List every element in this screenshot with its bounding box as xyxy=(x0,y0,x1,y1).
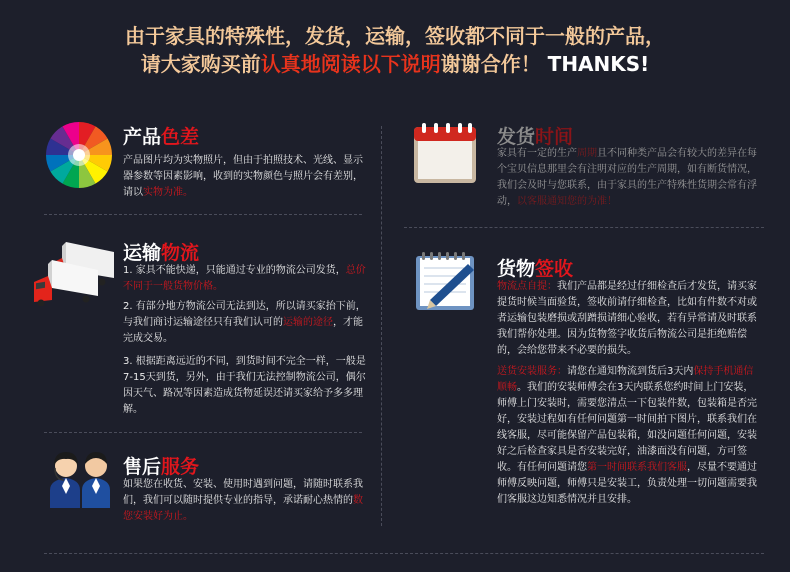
logistics-item-2-text: 2. 有部分地方物流公司无法到达，所以请买家抬下前，与我们商讨运输途径只有我们认可的 xyxy=(123,301,366,328)
after-sales-title xyxy=(123,452,199,479)
delivery-trucks-icon xyxy=(32,238,118,306)
divider-left-1 xyxy=(44,214,362,215)
receipt-title xyxy=(497,254,573,281)
divider-right-1 xyxy=(404,227,764,228)
color-diff-text-main: 产品图片均为实物照片，但由于拍照技术、光线、显示器参数等因素影响，收到的实物颜色与照片会有差别，请以 xyxy=(123,155,363,198)
receipt-title-a: 货物 xyxy=(497,258,536,280)
logistics-title-a: 运输 xyxy=(123,242,162,264)
shipping-time-text-a: 家具有一定的生产 xyxy=(497,148,577,159)
shipping-time-title-b: 时间 xyxy=(535,126,574,148)
logistics-title-b: 物流 xyxy=(161,242,200,264)
logistics-item-1 xyxy=(123,263,369,295)
logistics-title xyxy=(123,238,199,265)
receipt-self-pickup-text: 我们产品都是经过仔细检查后才发货，请买家提货时候当面验货，签收前请仔细检查，比如有件数不对或者运输包装磨损或刮蹭损请细心验收，若有异常请及时联系我们帮你处理。因为货物签字收货后物流公司是拒绝赔偿的，会给您带来不必要的损失。 xyxy=(497,281,757,356)
logistics-item-2 xyxy=(123,299,369,347)
after-sales-text xyxy=(123,477,369,525)
color-wheel-icon xyxy=(44,120,114,190)
shipping-time-text-highlight-1: 周期 xyxy=(577,148,597,159)
receipt-install-text-b: 。我们的安装师傅会在3天内联系您约时间上门安装，师傅上门安装时，需要您清点一下包装件数，包装箱是否完好，安装过程如有任何问题第一时间拍下图片，联系我们在线客服，尽可能保留产品包装箱，如没问题任何问题，安装好之后检查家具是否安装完好，油漆面没有问题，方可签收。有任何问题请您 xyxy=(497,382,757,473)
header-line-2-highlight: 认真地阅读以下说明 xyxy=(260,52,441,76)
divider-bottom xyxy=(44,553,764,554)
color-diff-text-highlight: 实物为准。 xyxy=(143,187,193,198)
header-line-2-pre: 请大家购买前 xyxy=(140,52,261,76)
receipt-self-pickup-label: 物流点自提： xyxy=(497,281,557,292)
header-line-2 xyxy=(0,50,790,78)
color-diff-title-b: 色差 xyxy=(161,126,200,148)
color-diff-title-a: 产品 xyxy=(123,126,162,148)
shipping-time-text-b: 且不同种类产品会有较大的差异在每个宝贝信息那里会有注明对应的生产周期，如有断货情况，我们会及时与您联系，由于家具的生产特殊性货期会常有浮动， xyxy=(497,148,757,207)
shipping-time-title xyxy=(497,122,573,149)
logistics-item-2-highlight: 运输的途径 xyxy=(283,317,333,328)
color-diff-title xyxy=(123,122,199,149)
receipt-title-b: 签收 xyxy=(535,258,574,280)
header xyxy=(0,22,790,78)
receipt-install-highlight-2: 第一时间联系我们客服 xyxy=(587,462,687,473)
customer-service-icon xyxy=(44,446,120,508)
receipt-install-text-a: 请您在通知物流到货后3天内 xyxy=(567,366,694,377)
color-diff-text xyxy=(123,153,369,201)
receipt-install-label: 送货安装服务： xyxy=(497,366,567,377)
after-sales-title-b: 服务 xyxy=(161,456,200,478)
shipping-time-text xyxy=(497,146,761,210)
header-line-1: 由于家具的特殊性，发货，运输，签收都不同于一般的产品， xyxy=(125,24,665,48)
divider-left-2 xyxy=(44,432,362,433)
calendar-icon xyxy=(410,121,480,187)
header-line-2-post: 谢谢合作！ xyxy=(440,52,541,76)
divider-center-vertical xyxy=(381,126,382,526)
after-sales-title-a: 售后 xyxy=(123,456,162,478)
after-sales-text-main: 如果您在收货、安装、使用时遇到问题，请随时联系我们，我们可以随时提供专业的指导，承诺耐心热情的 xyxy=(123,479,363,506)
receipt-self-pickup xyxy=(497,279,763,359)
receipt-install-highlight-1: 保持手机通信顺畅 xyxy=(497,366,754,393)
receipt-install-text-c: ，尽量不要通过师傅反映问题，师傅只是安装工，负责处理一切问题需要我们客服这边知悉情况并且安排。 xyxy=(497,462,757,505)
after-sales-text-highlight: 数您安装好为止。 xyxy=(123,495,363,522)
shipping-time-text-highlight-2: 以客服通知您的为准！ xyxy=(517,196,617,207)
logistics-item-1-highlight: 总价不同于一般货物价格。 xyxy=(123,265,366,292)
logistics-item-3 xyxy=(123,354,369,418)
logistics-item-3-text: 3. 根据距离远近的不同，到货时间不完全一样，一般是7-15天到货，另外，由于我们无法控制物流公司，偶尔因天气、路况等因素造成货物延误还请买家给予多多理解。 xyxy=(123,356,366,415)
logistics-item-2-end: ，才能完成交易。 xyxy=(123,317,363,344)
shipping-time-title-a: 发货 xyxy=(497,126,536,148)
header-thanks: THANKS! xyxy=(547,52,650,76)
receipt-install-service xyxy=(497,364,763,508)
logistics-item-1-text: 1. 家具不能快递，只能通过专业的物流公司发货， xyxy=(123,265,346,276)
notepad-pen-icon xyxy=(410,250,484,314)
